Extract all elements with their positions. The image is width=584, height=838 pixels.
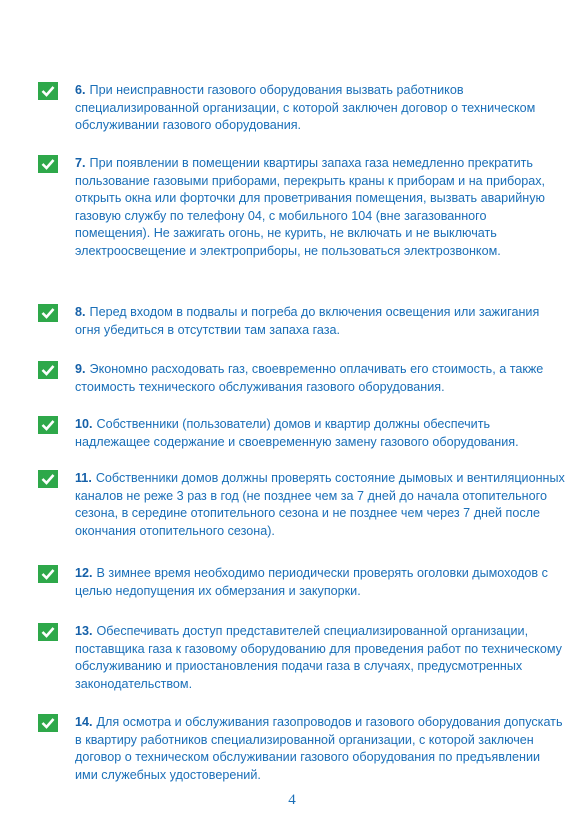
list-item-text [75, 82, 565, 135]
item-body: При появлении в помещении квартиры запаха газа немедленно прекратить пользование газовыми приборами, перекрыть краны к приборам и на приборах, открыть окна или форточки для проветривания помещения, вызвать аварийную газовую службу по телефону 04, с мобильного 104 (вне загазованного помещения). Не зажигать огонь, не курить, не включать и не выключать электроосвещение и электроприборы, не пользоваться электрозвонком. [75, 156, 546, 258]
list-item-text [75, 416, 565, 451]
item-body: Собственники (пользователи) домов и квартир должны обеспечить надлежащее содержание и своевременную замену газового оборудования. [75, 417, 519, 449]
item-number: 13. [75, 624, 93, 638]
item-body: Для осмотра и обслуживания газопроводов и газового оборудования допускать в квартиру работников специализированной организации, с которой заключен договор о техническом обслуживании газового оборудования по предъявлении ими служебных удостоверений. [75, 715, 563, 782]
list-item-text [75, 623, 565, 693]
item-number: 12. [75, 566, 93, 580]
checkmark-icon [38, 155, 58, 173]
checkmark-icon [38, 470, 58, 488]
checkmark-icon [38, 361, 58, 379]
item-number: 14. [75, 715, 93, 729]
checkmark-icon [38, 565, 58, 583]
checkmark-icon [38, 416, 58, 434]
checkmark-icon [38, 623, 58, 641]
item-number: 7. [75, 156, 86, 170]
list-item-text [75, 155, 565, 261]
checkmark-icon [38, 82, 58, 100]
item-number: 9. [75, 362, 86, 376]
list-item-text [75, 565, 565, 600]
list-item-text [75, 470, 565, 540]
checkmark-icon [38, 304, 58, 322]
item-number: 10. [75, 417, 93, 431]
item-body: Экономно расходовать газ, своевременно оплачивать его стоимость, а также стоимость технического обслуживания газового оборудования. [75, 362, 544, 394]
item-body: Перед входом в подвалы и погреба до включения освещения или зажигания огня убедиться в отсутствии там запаха газа. [75, 305, 540, 337]
page-number: 4 [288, 792, 296, 808]
item-body: В зимнее время необходимо периодически проверять оголовки дымоходов с целью недопущения их обмерзания и закупорки. [75, 566, 548, 598]
item-number: 11. [75, 471, 92, 485]
item-body: При неисправности газового оборудования вызвать работников специализированной организации, с которой заключен договор о техническом обслуживании газового оборудования. [75, 83, 536, 133]
list-item-text [75, 304, 565, 339]
item-body: Обеспечивать доступ представителей специализированной организации, поставщика газа к газовому оборудованию для проведения работ по техническому обслуживанию и приостановления подачи газа в случаях, предусмотренных законодательством. [75, 624, 562, 691]
item-body: Собственники домов должны проверять состояние дымовых и вентиляционных каналов не реже 3 раз в год (не позднее чем за 7 дней до начала отопительного сезона, в середине отопительного сезона и не позднее чем через 7 дней после окончания отопительного сезона). [75, 471, 565, 538]
item-number: 6. [75, 83, 86, 97]
checkmark-icon [38, 714, 58, 732]
item-number: 8. [75, 305, 86, 319]
list-item-text [75, 714, 565, 784]
list-item-text [75, 361, 565, 396]
